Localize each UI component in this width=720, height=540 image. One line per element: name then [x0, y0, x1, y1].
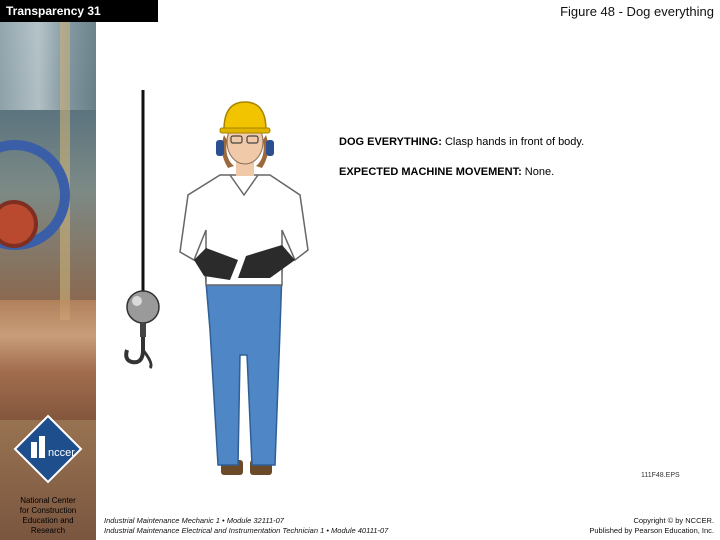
transparency-label: Transparency 31 [0, 0, 158, 22]
photo-pipes [0, 300, 96, 420]
logo-building-2 [39, 436, 45, 458]
hard-hat [224, 102, 266, 130]
jeans [205, 270, 282, 465]
movement-text: None. [521, 166, 555, 178]
copyright-line-1: Copyright © by NCCER. [633, 516, 714, 525]
signal-illustration [110, 80, 340, 485]
sidebar-photo [0, 0, 96, 540]
signal-text: Clasp hands in front of body. [441, 136, 585, 148]
hook-link [140, 323, 146, 337]
copyright [589, 516, 714, 536]
crane-hook [126, 337, 143, 362]
ear-muff-right [266, 140, 274, 156]
module-references [104, 516, 388, 536]
signal-label: DOG EVERYTHING: [339, 136, 442, 148]
headache-ball [127, 291, 159, 323]
module-line-1: Industrial Maintenance Mechanic 1 • Module 32111-07 [104, 516, 284, 525]
logo-building-1 [31, 442, 37, 458]
nccer-logo [13, 414, 83, 484]
org-name: National Center for Construction Education and Research [19, 496, 77, 535]
signal-description [339, 136, 584, 148]
logo-text: nccer [48, 447, 75, 459]
worker-figure [180, 102, 308, 475]
expected-movement [339, 166, 554, 178]
module-line-2: Industrial Maintenance Electrical and Instrumentation Technician 1 • Module 40111-07 [104, 526, 389, 535]
ear-muff-left [216, 140, 224, 156]
figure-code: 111F48.EPS [641, 472, 680, 479]
figure-title: Figure 48 - Dog everything [560, 4, 714, 19]
movement-label: EXPECTED MACHINE MOVEMENT: [339, 166, 522, 178]
copyright-line-2: Published by Pearson Education, Inc. [589, 526, 714, 535]
